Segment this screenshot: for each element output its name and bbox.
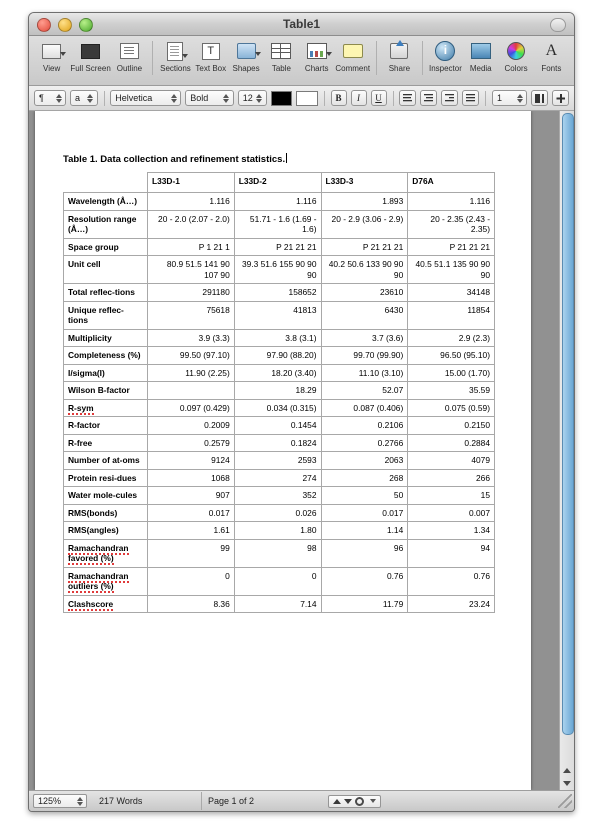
font-style-select[interactable]	[185, 90, 234, 106]
table-row	[64, 469, 495, 487]
table-row	[64, 238, 495, 256]
toolbar-toggle-button[interactable]	[550, 18, 566, 32]
fill-color-swatch[interactable]	[296, 91, 318, 106]
table-cell: 99.70 (99.90)	[321, 347, 408, 365]
status-separator-1	[201, 792, 202, 810]
toolbar-label-charts: Charts	[304, 64, 329, 73]
table-cell: 0.017	[148, 504, 235, 522]
toolbar-item-text-box[interactable]	[194, 39, 227, 73]
table-cell: 40.2 50.6 133 90 90 90	[321, 256, 408, 284]
table-row	[64, 567, 495, 595]
table-cell: 268	[321, 469, 408, 487]
table-cell: 0.026	[234, 504, 321, 522]
table-cell: 0.007	[408, 504, 495, 522]
table-row	[64, 329, 495, 347]
title-bar[interactable]	[29, 13, 574, 36]
table-row	[64, 364, 495, 382]
table-row	[64, 193, 495, 211]
table-header	[64, 173, 495, 193]
toolbar-item-fonts[interactable]	[535, 39, 568, 73]
table-cell: 9124	[148, 452, 235, 470]
table-row	[64, 347, 495, 365]
zoom-button[interactable]	[79, 18, 93, 32]
text-cursor	[286, 153, 287, 163]
spellcheck-underline: Ramachandran favored (%)	[68, 542, 129, 563]
table-cell: 0.2766	[321, 434, 408, 452]
table-cell: 11.90 (2.25)	[148, 364, 235, 382]
table-cell: 2.9 (2.3)	[408, 329, 495, 347]
table-cell: 2593	[234, 452, 321, 470]
table-row	[64, 399, 495, 417]
table-row-label: Space group	[64, 238, 148, 256]
scroll-down-button[interactable]	[560, 777, 574, 790]
table-cell: 34148	[408, 284, 495, 302]
zoom-select[interactable]	[33, 794, 87, 808]
triangle-down-icon	[563, 781, 571, 786]
align-justify-button[interactable]	[462, 90, 479, 106]
table-row	[64, 417, 495, 435]
italic-button[interactable]: I	[351, 90, 367, 106]
table-cell: 20 - 2.9 (3.06 - 2.9)	[321, 210, 408, 238]
table-cell: 3.8 (3.1)	[234, 329, 321, 347]
spellcheck-underline: Ramachandran outliers (%)	[68, 570, 129, 591]
page-up-icon[interactable]	[333, 799, 341, 804]
table-cell: P 21 21 21	[408, 238, 495, 256]
toolbar-separator	[152, 41, 153, 75]
vertical-scrollbar-thumb[interactable]	[562, 113, 574, 735]
table-cell: 23.24	[408, 595, 495, 613]
toolbar-label-shapes: Shapes	[232, 64, 260, 73]
table-cell: 266	[408, 469, 495, 487]
table-cell: 41813	[234, 301, 321, 329]
align-justify-icon	[466, 94, 475, 103]
toolbar-label-comment: Comment	[335, 64, 371, 73]
table-cell: 18.20 (3.40)	[234, 364, 321, 382]
toolbar-label-fonts: Fonts	[541, 64, 562, 73]
chevron-updown-icon	[54, 94, 63, 103]
table-cell: 274	[234, 469, 321, 487]
shapes-icon	[229, 39, 262, 63]
toolbar-label-outline: Outline	[116, 64, 143, 73]
table-cell: 98	[234, 539, 321, 567]
table-cell: 1.116	[148, 193, 235, 211]
table-cell: 3.7 (3.6)	[321, 329, 408, 347]
list-style-select[interactable]	[70, 90, 98, 106]
toolbar-label-inspector: Inspector	[428, 64, 462, 73]
format-separator-3	[393, 91, 394, 106]
document-area	[29, 111, 574, 790]
close-button[interactable]	[37, 18, 51, 32]
toolbar-item-view[interactable]	[35, 39, 68, 73]
columns-button[interactable]	[531, 90, 548, 106]
toolbar-item-inspector[interactable]	[429, 39, 462, 73]
page-scroll-viewport	[29, 111, 559, 790]
full-screen-icon	[70, 39, 110, 63]
bold-button[interactable]: B	[331, 90, 347, 106]
table-row-label: Water mole-cules	[64, 487, 148, 505]
table-cell: 50	[321, 487, 408, 505]
table-cell: P 1 21 1	[148, 238, 235, 256]
table-cell: 3.9 (3.3)	[148, 329, 235, 347]
table-cell: 1.893	[321, 193, 408, 211]
toolbar-label-share: Share	[388, 64, 411, 73]
table-row-label	[64, 595, 148, 613]
chevron-updown-icon-5	[255, 94, 264, 103]
table-cell: 0.1454	[234, 417, 321, 435]
table-cell: 1.34	[408, 522, 495, 540]
table-cell: 0.76	[321, 567, 408, 595]
column-header-l33d-1: L33D-1	[148, 173, 235, 193]
resize-grip[interactable]	[558, 794, 572, 808]
table-cell: 15.00 (1.70)	[408, 364, 495, 382]
paragraph-style-select[interactable]	[34, 90, 66, 106]
page-navigation[interactable]	[328, 795, 381, 808]
table-cell: 94	[408, 539, 495, 567]
toolbar-item-share[interactable]	[383, 39, 416, 73]
table-cell: 0.075 (0.59)	[408, 399, 495, 417]
table-icon	[265, 39, 298, 63]
table-cell: 0.017	[321, 504, 408, 522]
table-row-label: RMS(angles)	[64, 522, 148, 540]
document-window	[28, 12, 575, 812]
toolbar-label-sections: Sections	[160, 64, 191, 73]
status-bar	[29, 790, 574, 811]
toolbar-label-text-box: Text Box	[195, 64, 227, 73]
table-cell: 96.50 (95.10)	[408, 347, 495, 365]
toolbar-label-full-screen: Full Screen	[70, 64, 111, 73]
table-caption-text: Table 1. Data collection and refinement statistics.	[63, 154, 286, 165]
table-row-label: R-free	[64, 434, 148, 452]
page-indicator: Page 1 of 2	[208, 796, 255, 806]
table-cell: 2063	[321, 452, 408, 470]
table-cell: 1068	[148, 469, 235, 487]
share-icon	[383, 39, 416, 63]
table-cell: P 21 21 21	[321, 238, 408, 256]
minimize-button[interactable]	[58, 18, 72, 32]
table-caption[interactable]	[63, 153, 503, 165]
charts-icon	[300, 39, 333, 63]
table-cell: 1.116	[234, 193, 321, 211]
table-cell: 1.116	[408, 193, 495, 211]
table-cell: 0.2106	[321, 417, 408, 435]
table-row-label: Number of at-oms	[64, 452, 148, 470]
chevron-updown-icon-2	[86, 94, 95, 103]
table-cell: 39.3 51.6 155 90 90 90	[234, 256, 321, 284]
toolbar-label-table: Table	[271, 64, 291, 73]
chevron-updown-icon-6	[515, 94, 524, 103]
table-cell: 11.10 (3.10)	[321, 364, 408, 382]
table-cell: 99	[148, 539, 235, 567]
line-spacing-select[interactable]	[492, 90, 527, 106]
table-cell: 35.59	[408, 382, 495, 400]
table-cell: 0	[234, 567, 321, 595]
align-right-icon	[445, 94, 454, 103]
statistics-table[interactable]	[63, 172, 495, 613]
underline-button[interactable]: U	[371, 90, 387, 106]
table-cell: 1.80	[234, 522, 321, 540]
outline-icon	[113, 39, 146, 63]
table-row	[64, 595, 495, 613]
table-cell: 51.71 - 1.6 (1.69 - 1.6)	[234, 210, 321, 238]
sections-icon	[159, 39, 192, 63]
font-size-value: 12	[242, 93, 253, 103]
table-row	[64, 504, 495, 522]
toolbar-item-full-screen[interactable]	[70, 39, 110, 73]
align-left-button[interactable]	[399, 90, 416, 106]
table-cell: 20 - 2.35 (2.43 - 2.35)	[408, 210, 495, 238]
table-header-row	[64, 173, 495, 193]
font-family-select[interactable]	[110, 90, 181, 106]
table-cell: 11.79	[321, 595, 408, 613]
toolbar-item-media[interactable]	[464, 39, 497, 73]
table-row	[64, 301, 495, 329]
chevron-down-icon-nav	[369, 799, 376, 803]
column-header-blank	[64, 173, 148, 193]
scroll-up-button[interactable]	[560, 764, 574, 777]
table-cell: 18.29	[234, 382, 321, 400]
table-cell: 6430	[321, 301, 408, 329]
chevron-updown-icon-3	[169, 94, 178, 103]
page-down-icon[interactable]	[344, 799, 352, 804]
format-separator-1	[104, 91, 105, 106]
table-cell: 0.2579	[148, 434, 235, 452]
table-row-label: Unique reflec-tions	[64, 301, 148, 329]
font-family-value: Helvetica	[115, 93, 153, 103]
list-style-value: a	[75, 93, 81, 103]
align-center-icon	[424, 94, 433, 103]
table-body	[64, 193, 495, 613]
table-cell: 99.50 (97.10)	[148, 347, 235, 365]
table-cell: 0.1824	[234, 434, 321, 452]
table-row-label: Wilson B-factor	[64, 382, 148, 400]
table-row-label: I/sigma(I)	[64, 364, 148, 382]
table-row-label: Total reflec-tions	[64, 284, 148, 302]
table-row-label: Unit cell	[64, 256, 148, 284]
table-row-label: Wavelength (Å…)	[64, 193, 148, 211]
gear-icon[interactable]	[355, 797, 364, 806]
table-cell: 20 - 2.0 (2.07 - 2.0)	[148, 210, 235, 238]
table-cell: 40.5 51.1 135 90 90 90	[408, 256, 495, 284]
table-row	[64, 382, 495, 400]
table-cell: 23610	[321, 284, 408, 302]
table-cell: 0.76	[408, 567, 495, 595]
spellcheck-underline: R-sym	[68, 402, 94, 413]
table-row	[64, 434, 495, 452]
word-count: 217 Words	[99, 796, 143, 806]
window-controls[interactable]	[37, 18, 93, 32]
align-right-button[interactable]	[441, 90, 458, 106]
table-row	[64, 452, 495, 470]
table-cell: 0	[148, 567, 235, 595]
vertical-scrollbar[interactable]	[559, 111, 574, 790]
column-header-l33d-2: L33D-2	[234, 173, 321, 193]
toolbar-item-comment[interactable]	[335, 39, 370, 73]
insert-button[interactable]	[552, 90, 569, 106]
table-row-label: Multiplicity	[64, 329, 148, 347]
table-cell: 907	[148, 487, 235, 505]
table-cell: P 21 21 21	[234, 238, 321, 256]
table-row-label: Protein resi-dues	[64, 469, 148, 487]
table-row-label	[64, 539, 148, 567]
table-cell: 0.2150	[408, 417, 495, 435]
table-row-label	[64, 567, 148, 595]
table-cell: 352	[234, 487, 321, 505]
text-box-icon: T	[194, 39, 227, 63]
table-row	[64, 539, 495, 567]
zoom-value: 125%	[38, 796, 62, 806]
table-cell: 0.097 (0.429)	[148, 399, 235, 417]
table-cell: 52.07	[321, 382, 408, 400]
table-row	[64, 284, 495, 302]
table-cell: 96	[321, 539, 408, 567]
table-row-label: RMS(bonds)	[64, 504, 148, 522]
table-row-label	[64, 399, 148, 417]
table-cell	[148, 382, 235, 400]
toolbar-label-media: Media	[469, 64, 492, 73]
text-color-swatch[interactable]	[271, 91, 293, 106]
table-cell: 11854	[408, 301, 495, 329]
toolbar-separator-3	[422, 41, 423, 75]
colors-icon	[499, 39, 532, 63]
table-row	[64, 487, 495, 505]
table-cell: 7.14	[234, 595, 321, 613]
table-row	[64, 522, 495, 540]
fonts-icon: A	[545, 42, 558, 59]
triangle-up-icon	[563, 768, 571, 773]
format-separator-4	[485, 91, 486, 106]
table-cell: 0.2884	[408, 434, 495, 452]
format-separator-2	[324, 91, 325, 106]
font-size-select[interactable]	[238, 90, 267, 106]
comment-icon	[335, 39, 370, 63]
toolbar-item-outline[interactable]	[113, 39, 146, 73]
toolbar-separator-2	[376, 41, 377, 75]
column-header-d76a: D76A	[408, 173, 495, 193]
toolbar-item-sections[interactable]	[159, 39, 192, 73]
spellcheck-underline: Clashscore	[68, 598, 114, 609]
table-cell: 0.034 (0.315)	[234, 399, 321, 417]
table-cell: 8.36	[148, 595, 235, 613]
toolbar-item-colors[interactable]	[499, 39, 532, 73]
toolbar-item-shapes[interactable]	[229, 39, 262, 73]
table-cell: 1.61	[148, 522, 235, 540]
font-style-value: Bold	[190, 93, 209, 103]
align-center-button[interactable]	[420, 90, 437, 106]
table-row	[64, 210, 495, 238]
plus-icon	[556, 94, 565, 103]
table-cell: 158652	[234, 284, 321, 302]
table-row-label: Completeness (%)	[64, 347, 148, 365]
line-spacing-value: 1	[497, 93, 503, 103]
inspector-icon: i	[429, 39, 462, 63]
columns-icon	[535, 94, 544, 103]
chevron-updown-icon-zoom	[75, 797, 84, 806]
chevron-updown-icon-4	[222, 94, 231, 103]
table-cell: 1.14	[321, 522, 408, 540]
toolbar-item-table[interactable]	[265, 39, 298, 73]
toolbar-item-charts[interactable]	[300, 39, 333, 73]
main-toolbar	[29, 36, 574, 86]
table-cell: 0.087 (0.406)	[321, 399, 408, 417]
table-cell: 80.9 51.5 141 90 107 90	[148, 256, 235, 284]
toolbar-label-view: View	[43, 64, 61, 73]
format-bar	[29, 86, 574, 111]
view-icon	[35, 39, 68, 63]
paragraph-style-value: ¶	[39, 93, 44, 103]
table-cell: 15	[408, 487, 495, 505]
table-cell: 291180	[148, 284, 235, 302]
table-cell: 75618	[148, 301, 235, 329]
table-row	[64, 256, 495, 284]
window-title: Table1	[282, 17, 321, 31]
media-icon	[464, 39, 497, 63]
table-cell: 97.90 (88.20)	[234, 347, 321, 365]
table-cell: 4079	[408, 452, 495, 470]
toolbar-label-colors: Colors	[504, 64, 528, 73]
document-page[interactable]	[35, 111, 531, 790]
table-row-label: Resolution range (Å…)	[64, 210, 148, 238]
align-left-icon	[403, 94, 412, 103]
table-cell: 0.2009	[148, 417, 235, 435]
column-header-l33d-3: L33D-3	[321, 173, 408, 193]
table-row-label: R-factor	[64, 417, 148, 435]
